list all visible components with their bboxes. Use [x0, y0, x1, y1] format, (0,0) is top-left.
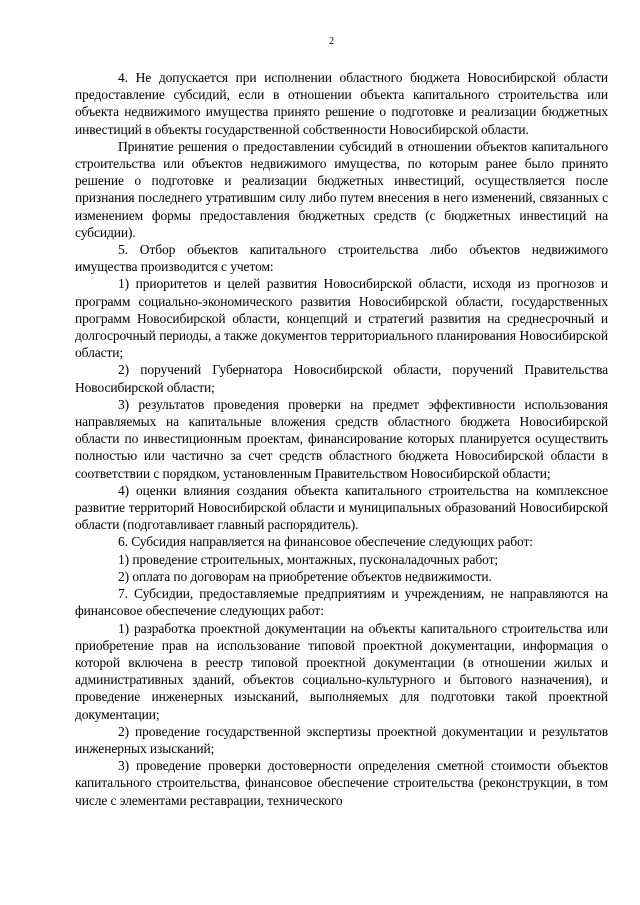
paragraph: 5. Отбор объектов капитального строительства либо объектов недвижимого имущества производится с учетом: [75, 242, 608, 275]
paragraph: 4) оценки влияния создания объекта капитального строительства на комплексное развитие территорий Новосибирской области и муниципальных образований Новосибирской области (подготавливает главный распорядитель). [75, 482, 608, 533]
paragraph: 1) проведение строительных, монтажных, пусконаладочных работ; [118, 551, 499, 567]
paragraph: 1) разработка проектной документации на объекты капитального строительства или приобретение прав на использование типовой проектной документации, информация о которой включена в реестр типовой проектной документации (в отношении жилых и административных зданий, объектов социально-культурного и бытового назначения), и проведение инженерных изысканий, выполняемых для подготовки такой проектной документации; [75, 620, 608, 722]
paragraph: 2) проведение государственной экспертизы проектной документации и результатов инженерных изысканий; [75, 723, 608, 756]
paragraph: 2) оплата по договорам на приобретение объектов недвижимости. [118, 568, 492, 584]
paragraph: 3) проведение проверки достоверности определения сметной стоимости объектов капитального строительства, финансовое обеспечение строительства (реконструкции, в том числе с элементами реставрации, технического [75, 758, 608, 808]
page-number: 2 [329, 36, 334, 47]
paragraph: 6. Субсидия направляется на финансовое обеспечение следующих работ: [118, 534, 533, 550]
paragraph: Принятие решения о предоставлении субсидий в отношении объектов капитального строительства или объектов недвижимого имущества, по которым ранее было принято решение о подготовке и реализации бюджетных инвестиций, осуществляется после признания последнего утратившим силу либо путем внесения в него изменений, связанных с изменением формы предоставления бюджетных средств (с бюджетных инвестиций на субсидии). [75, 138, 608, 240]
paragraph: 7. Субсидии, предоставляемые предприятиям и учреждениям, не направляются на финансовое обеспечение следующих работ: [75, 586, 608, 619]
document-body [75, 69, 608, 809]
paragraph: 1) приоритетов и целей развития Новосибирской области, исходя из прогнозов и программ социально-экономического развития Новосибирской области, государственных программ Новосибирской области, концепций и стратегий развития на среднесрочный и долгосрочный периоды, а также документов территориального планирования Новосибирской области; [75, 276, 608, 361]
paragraph: 2) поручений Губернатора Новосибирской области, поручений Правительства Новосибирской области; [75, 362, 608, 395]
paragraph: 3) результатов проведения проверки на предмет эффективности использования направляемых на капитальные вложения средств областного бюджета Новосибирской области по инвестиционным проектам, финансирование которых планируется осуществить полностью или частично за счет средств областного бюджета Новосибирской области в соответствии с порядком, установленным Правительством Новосибирской области; [75, 396, 608, 481]
paragraph: 4. Не допускается при исполнении областного бюджета Новосибирской области предоставление субсидий, если в отношении объекта капитального строительства или объекта недвижимого имущества принято решение о подготовке и реализации бюджетных инвестиций в объекты государственной собственности Новосибирской области. [75, 70, 608, 137]
